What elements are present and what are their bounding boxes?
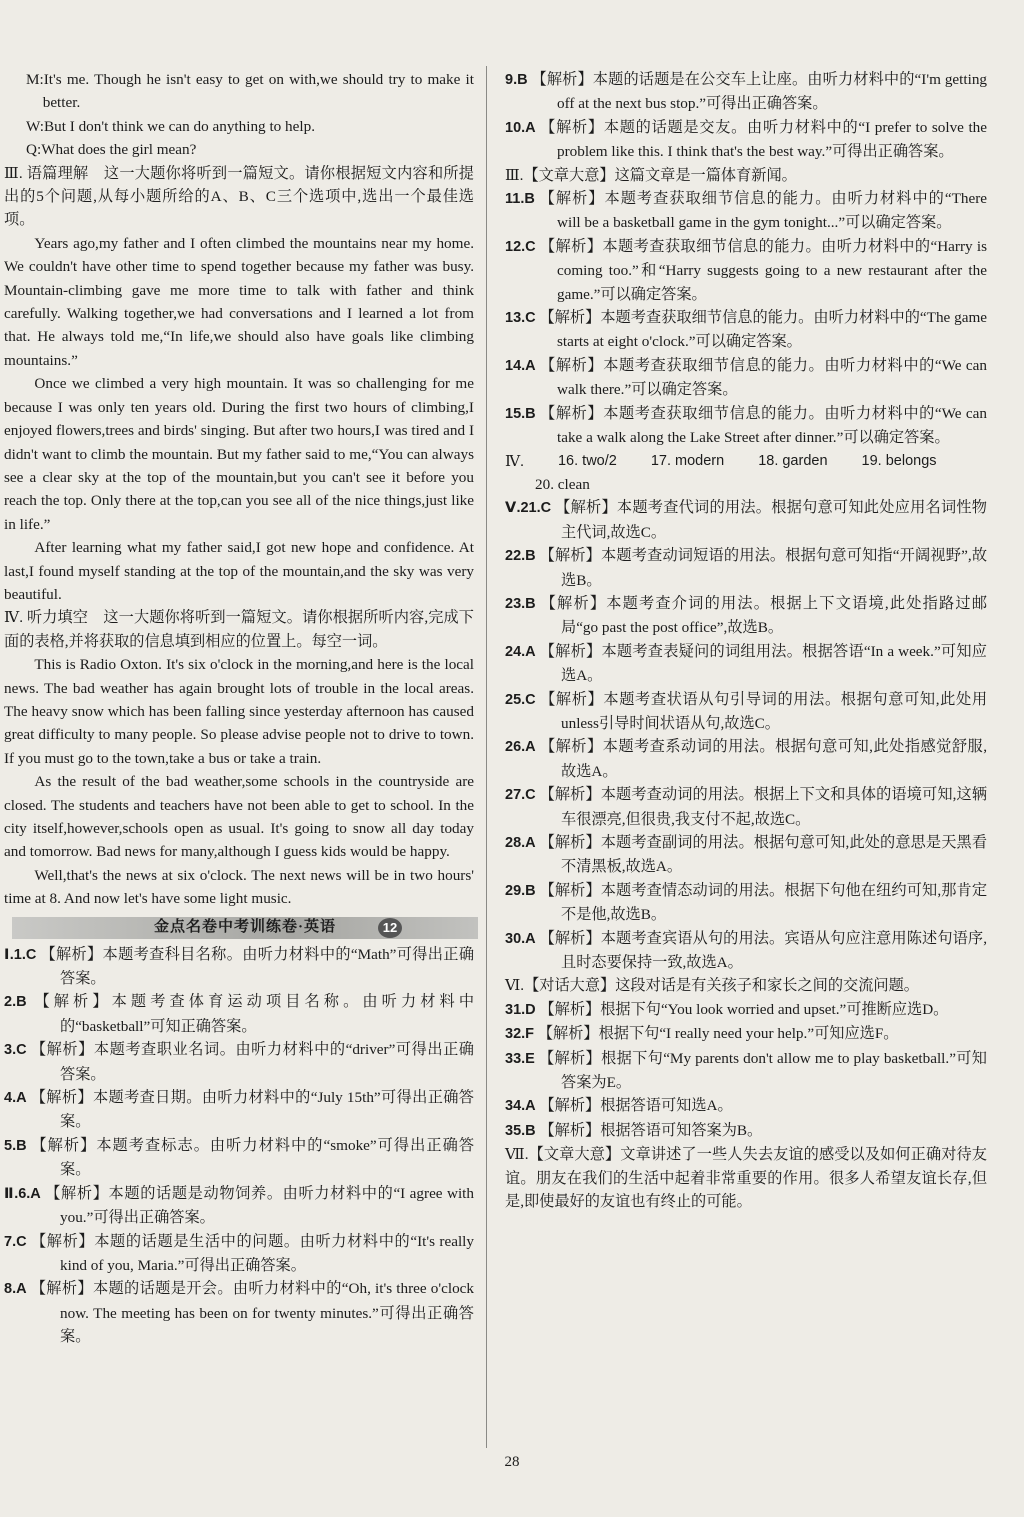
- answer-number: 22.B: [505, 548, 536, 565]
- answer-text: 【解析】本题考查获取细节信息的能力。由听力材料中的“The game starts at eight o'clock.”可以确定答案。: [539, 309, 987, 351]
- right-column: [505, 68, 987, 1214]
- fill-answer: 20. clean: [535, 475, 590, 493]
- answer-item: [505, 306, 987, 354]
- answer-text: 【解析】本题的话题是生活中的问题。由听力材料中的“It's really kind of you, Maria.”可得出正确答案。: [31, 1232, 474, 1274]
- answer-number: 9.B: [505, 72, 528, 88]
- answer-item: [4, 943, 474, 991]
- answer-text: 【解析】根据下句“You look worried and upset.”可推断应选D。: [539, 1000, 949, 1018]
- answer-text: 【解析】本题考查获取细节信息的能力。由听力材料中的“We can take a walk along the Lake Street after dinner.”可以确定答案。: [540, 404, 987, 447]
- answer-text: 【解析】本题的话题是在公交车上让座。由听力材料中的“I'm getting off at the next bus stop.”可得出正确答案。: [531, 71, 988, 113]
- answer-number: Ⅰ.1.C: [4, 946, 37, 963]
- answer-text: 【解析】本题考查体育运动项目名称。由听力材料中的“basketball”可知正确答案。: [34, 993, 475, 1035]
- answer-text: 【解析】本题考查表疑问的词组用法。根据答语“In a week.”可知应选A。: [539, 642, 987, 685]
- section-6-summary: Ⅵ.【对话大意】这段对话是有关孩子和家长之间的交流问题。: [505, 977, 919, 995]
- answer-number: 15.B: [505, 405, 536, 422]
- answer-item: [505, 783, 987, 831]
- answer-number: 32.F: [505, 1026, 535, 1043]
- passage-paragraph: After learning what my father said,I got new hope and confidence. At last,I found myself standing at the top of the mountain,and the sky was very beautiful.: [4, 539, 474, 603]
- left-column: [4, 68, 474, 1349]
- answer-number: Ⅴ.21.C: [505, 500, 552, 517]
- answer-text: 【解析】本题考查介词的用法。根据上下文语境,此处指路过邮局“go past the post office”,故选B。: [540, 594, 988, 637]
- answer-number: 34.A: [505, 1098, 536, 1115]
- answer-item: [505, 187, 987, 235]
- answer-text: 【解析】本题考查获取细节信息的能力。由听力材料中的“We can walk there.”可以确定答案。: [540, 356, 987, 399]
- answer-text: 【解析】根据答语可知答案为B。: [539, 1121, 763, 1139]
- fill-section-label: Ⅳ.: [505, 452, 524, 470]
- answer-number: 2.B: [4, 994, 27, 1011]
- dialogue: [4, 68, 474, 162]
- answer-item: [505, 68, 987, 116]
- answer-item: [505, 116, 987, 164]
- section-3-summary: Ⅲ.【文章大意】这篇文章是一篇体育新闻。: [505, 166, 797, 184]
- answer-number: 8.A: [4, 1281, 27, 1298]
- answer-item: [4, 1277, 474, 1348]
- answer-number: 24.A: [505, 643, 536, 660]
- answer-text: 【解析】本题考查状语从句引导词的用法。根据句意可知,此处用unless引导时间状语从句,故选C。: [540, 690, 988, 732]
- section-3-heading: Ⅲ. 语篇理解 这一大题你将听到一篇短文。请你根据短文内容和所提出的5个问题,从每小题所给的A、B、C三个选项中,选出一个最佳选项。: [4, 164, 474, 229]
- passage-paragraph: Once we climbed a very high mountain. It was so challenging for me because I was only ten years old. During the first two hours of climbing,I enjoyed flowers,trees and birds' singing. But after two hours,I was tired and I didn't want to climb the mountain. But my father said to me,“You can always see a clear sky at the top of the mountain,but you can't see it before you reach the top. Only there at the top,can you see all of the nice things,just like in life.”: [4, 375, 474, 533]
- answer-text: 【解析】本题的话题是开会。由听力材料中的“Oh, it's three o'clock now. The meeting has been on for twenty minutes.”可得出正确答案。: [30, 1280, 475, 1346]
- answer-number: 11.B: [505, 191, 535, 208]
- passage-paragraph: This is Radio Oxton. It's six o'clock in the morning,and here is the local news. The bad weather has again brought lots of trouble in the local areas. The heavy snow which has been falling since yesterday afternoon has caused great difficulty to many people. So please advise people not to drive to town. If you must go to the town,take a bus or take a train.: [4, 656, 474, 767]
- answer-text: 【解析】根据答语可知选A。: [539, 1097, 733, 1115]
- answer-number: 4.A: [4, 1090, 27, 1107]
- dialogue-line: M:It's me. Though he isn't easy to get on with,we should try to make it better.: [26, 71, 474, 112]
- answer-number: 26.A: [505, 739, 536, 756]
- answer-number: 7.C: [4, 1233, 27, 1250]
- fill-answer: 16. two/2: [557, 452, 617, 469]
- answer-item: [4, 1182, 474, 1230]
- answer-text: 【解析】本题的话题是交友。由听力材料中的“I prefer to solve the problem like this. I think that's the best way.”可得出正确答案。: [540, 118, 987, 161]
- answer-item: [505, 998, 987, 1022]
- column-divider: [486, 66, 487, 1448]
- answer-item: [505, 354, 987, 402]
- answer-number: 5.B: [4, 1137, 27, 1154]
- answer-number: 12.C: [505, 238, 536, 255]
- banner-title: 金点名卷中考训练卷·英语: [153, 918, 336, 935]
- fill-answer: 19. belongs: [861, 452, 937, 469]
- answer-item: [505, 1022, 987, 1046]
- fill-in-answers: [505, 450, 987, 473]
- answer-item: [505, 735, 987, 783]
- answer-text: 【解析】本题考查日期。由听力材料中的“July 15th”可得出正确答案。: [30, 1089, 474, 1131]
- answer-text: 【解析】本题的话题是动物饲养。由听力材料中的“I agree with you.”可得出正确答案。: [45, 1184, 474, 1227]
- answer-item: [505, 879, 987, 927]
- answer-number: 29.B: [505, 882, 536, 899]
- answer-number: 3.C: [4, 1042, 27, 1059]
- answer-item: [505, 1119, 987, 1143]
- answer-text: 【解析】本题考查宾语从句的用法。宾语从句应注意用陈述句语序,且时态要保持一致,故选A。: [539, 929, 988, 972]
- answer-item: [505, 1094, 987, 1118]
- answer-item: [505, 1047, 987, 1095]
- answer-text: 【解析】本题考查动词的用法。根据上下文和具体的语境可知,这辆车很漂亮,但很贵,我支付不起,故选C。: [539, 786, 988, 828]
- fill-answer: 17. modern: [650, 452, 725, 469]
- answer-item: [505, 831, 987, 879]
- answer-number: 35.B: [505, 1122, 536, 1139]
- answer-text: 【解析】本题考查副词的用法。根据句意可知,此处的意思是天黑看不清黑板,故选A。: [539, 834, 988, 876]
- answer-text: 【解析】根据下句“I really need your help.”可知应选F。: [537, 1025, 899, 1043]
- answer-text: 【解析】本题考查获取细节信息的能力。由听力材料中的“Harry is coming too.”和“Harry suggests going to a new restaurant after the game.”可以确定答案。: [539, 237, 987, 303]
- answer-item: [4, 1134, 474, 1182]
- answer-text: 【解析】本题考查代词的用法。根据句意可知此处应用名词性物主代词,故选C。: [555, 499, 987, 541]
- answer-number: 14.A: [505, 357, 536, 374]
- answer-item: [505, 640, 987, 688]
- banner-number-badge: 12: [378, 918, 402, 938]
- section-4-heading: Ⅳ. 听力填空 这一大题你将听到一篇短文。请你根据所听内容,完成下面的表格,并将获取的信息填到相应的位置上。每空一词。: [4, 609, 474, 650]
- passage-paragraph: Years ago,my father and I often climbed the mountains near my home. We couldn't have other time to spend together because my father was busy. Mountain-climbing gave me more time to talk with father and think carefully. Walking together,we had conversations and I learned a lot from that. He always told me,“In life,we should also have goals like climbing mountains.”: [4, 234, 474, 369]
- answer-number: 28.A: [505, 835, 536, 851]
- answer-number: Ⅱ.6.A: [4, 1185, 41, 1202]
- answer-item: [505, 235, 987, 306]
- answer-text: 【解析】本题考查情态动词的用法。根据下句他在纽约可知,那肯定不是他,故选B。: [539, 881, 988, 924]
- answer-text: 【解析】本题考查科目名称。由听力材料中的“Math”可得出正确答案。: [40, 945, 475, 988]
- answer-item: [505, 544, 987, 592]
- answer-number: 10.A: [505, 119, 536, 136]
- dialogue-line: W:But I don't think we can do anything to help.: [26, 117, 315, 135]
- answer-item: [4, 1230, 474, 1278]
- answer-text: 【解析】本题考查标志。由听力材料中的“smoke”可得出正确答案。: [31, 1136, 475, 1179]
- answer-item: [505, 592, 987, 640]
- answer-text: 【解析】本题考查获取细节信息的能力。由听力材料中的“There will be a basketball game in the gym tonight...”可以确定答案。: [539, 190, 988, 232]
- answer-text: 【解析】本题考查动词短语的用法。根据句意可知指“开阔视野”,故选B。: [539, 547, 988, 589]
- answer-item: [4, 1038, 474, 1086]
- answer-number: 27.C: [505, 787, 536, 804]
- answer-item: [4, 1086, 474, 1134]
- answer-number: 23.B: [505, 595, 536, 612]
- answer-item: [505, 496, 987, 544]
- answer-item: [505, 402, 987, 450]
- answer-item: [4, 990, 474, 1038]
- answer-number: 30.A: [505, 930, 536, 947]
- answer-text: 【解析】本题考查系动词的用法。根据句意可知,此处指感觉舒服,故选A。: [539, 738, 988, 780]
- page-number: 28: [504, 1454, 520, 1470]
- section-7-summary: Ⅶ.【文章大意】文章讲述了一些人失去友谊的感受以及如何正确对待友谊。朋友在我们的生活中起着非常重要的作用。很多人希望友谊长存,但是,即使最好的友谊也有终止的可能。: [505, 1146, 987, 1211]
- passage-paragraph: As the result of the bad weather,some schools in the countryside are closed. The students and teachers have not been able to get to school. In the city itself,however,schools open as usual. It's going to snow all day today and tomorrow. Bad news for many,although I guess kids would be happy.: [4, 773, 474, 861]
- dialogue-line: Q:What does the girl mean?: [26, 141, 197, 159]
- fill-answer: 18. garden: [758, 452, 828, 469]
- answer-text: 【解析】本题考查职业名词。由听力材料中的“driver”可得出正确答案。: [30, 1041, 474, 1083]
- answer-number: 25.C: [505, 691, 536, 708]
- answer-number: 13.C: [505, 310, 536, 327]
- answer-item: [505, 688, 987, 736]
- answer-item: [505, 927, 987, 975]
- answer-number: 33.E: [505, 1050, 535, 1067]
- answer-number: 31.D: [505, 1001, 536, 1018]
- answer-text: 【解析】根据下句“My parents don't allow me to play basketball.”可知答案为E。: [538, 1049, 987, 1092]
- exam-banner: [12, 917, 478, 939]
- passage-paragraph: Well,that's the news at six o'clock. The next news will be in two hours' time at 8. And now let's have some light music.: [4, 866, 474, 908]
